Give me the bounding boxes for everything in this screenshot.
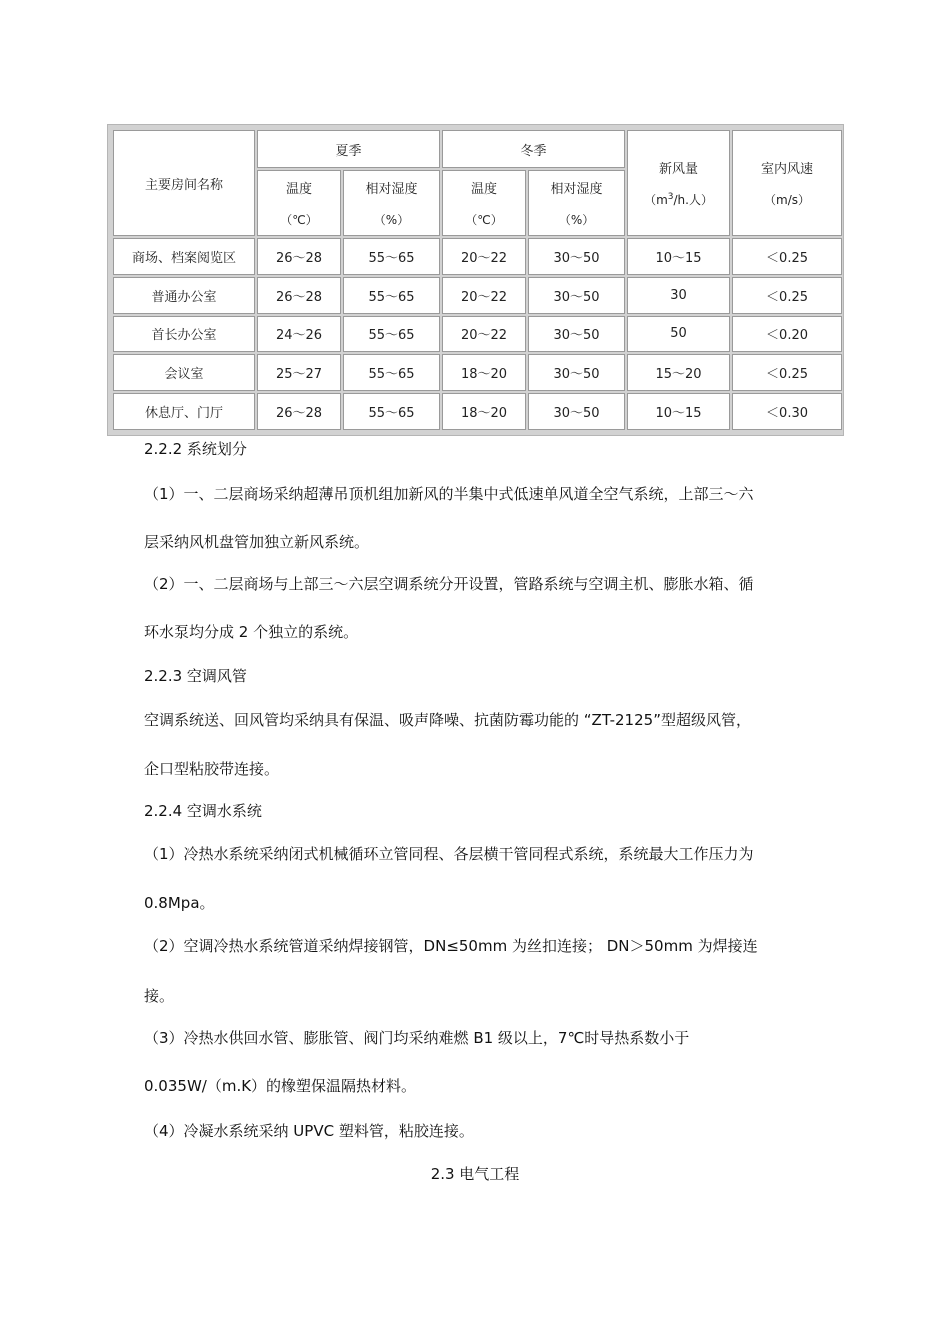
winter-rh: 30～50: [528, 393, 625, 430]
winter-rh: 30～50: [528, 354, 625, 391]
winter-temp: 20～22: [442, 238, 526, 275]
summer-temp: 26～28: [257, 238, 341, 275]
table-row: [113, 393, 842, 430]
paragraph-line: （1）一、二层商场采纳超薄吊顶机组加新风的半集中式低速单风道全空气系统，上部三～六: [144, 485, 754, 503]
winter-temp: 18～20: [442, 393, 526, 430]
fresh-air: 50: [627, 316, 730, 353]
heading-2-2-2: 2.2.2 系统划分: [144, 440, 247, 458]
winter-rh: 30～50: [528, 316, 625, 353]
room-name: 商场、档案阅览区: [113, 238, 255, 275]
winter-rh: 30～50: [528, 238, 625, 275]
summer-temp: 24～26: [257, 316, 341, 353]
paragraph-line: 环水泵均分成 2 个独立的系统。: [144, 623, 359, 641]
room-name: 休息厅、门厅: [113, 393, 255, 430]
fresh-air: 30: [627, 277, 730, 314]
parameters-table: [111, 128, 844, 432]
room-name: 普通办公室: [113, 277, 255, 314]
table-row: [113, 354, 842, 391]
summer-rh: 55～65: [343, 277, 440, 314]
summer-rh: 55～65: [343, 393, 440, 430]
paragraph-line: 层采纳风机盘管加独立新风系统。: [144, 533, 370, 551]
header-summer-temp: 温度 （℃）: [257, 170, 341, 236]
fresh-air: 10～15: [627, 393, 730, 430]
paragraph-line: （1）冷热水系统采纳闭式机械循环立管同程、各层横干管同程式系统，系统最大工作压力为: [144, 845, 754, 863]
paragraph-line: 0.8Mpa。: [144, 894, 215, 912]
fresh-air: 10～15: [627, 238, 730, 275]
paragraph-line: 0.035W/（m.K）的橡塑保温隔热材料。: [144, 1077, 417, 1095]
table-row: [113, 277, 842, 314]
paragraph-line: 空调系统送、回风管均采纳具有保温、吸声降噪、抗菌防霉功能的 “ZT-2125”型超级风管，: [144, 711, 751, 729]
wind-speed: ＜0.20: [732, 316, 842, 353]
header-winter: 冬季: [442, 130, 625, 168]
paragraph-line: （4）冷凝水系统采纳 UPVC 塑料管，粘胶连接。: [144, 1122, 474, 1140]
section-title-2-3: 2.3 电气工程: [430, 1165, 520, 1183]
summer-rh: 55～65: [343, 354, 440, 391]
table-row: [113, 238, 842, 275]
summer-rh: 55～65: [343, 316, 440, 353]
header-winter-temp: 温度 （℃）: [442, 170, 526, 236]
heading-2-2-3: 2.2.3 空调风管: [144, 667, 247, 685]
header-summer: 夏季: [257, 130, 440, 168]
winter-temp: 20～22: [442, 277, 526, 314]
wind-speed: ＜0.25: [732, 354, 842, 391]
wind-speed: ＜0.25: [732, 277, 842, 314]
fresh-air: 15～20: [627, 354, 730, 391]
room-name: 首长办公室: [113, 316, 255, 353]
summer-temp: 26～28: [257, 277, 341, 314]
hvac-design-parameters-table: [107, 124, 844, 436]
paragraph-line: （3）冷热水供回水管、膨胀管、阀门均采纳难燃 B1 级以上，7℃时导热系数小于: [144, 1029, 690, 1047]
summer-temp: 25～27: [257, 354, 341, 391]
summer-rh: 55～65: [343, 238, 440, 275]
heading-2-2-4: 2.2.4 空调水系统: [144, 802, 262, 820]
room-name: 会议室: [113, 354, 255, 391]
header-indoor-wind-speed: 室内风速 （m/s）: [732, 130, 842, 236]
paragraph-line: （2）一、二层商场与上部三～六层空调系统分开设置，管路系统与空调主机、膨胀水箱、循: [144, 575, 754, 593]
paragraph-line: （2）空调冷热水系统管道采纳焊接钢管，DN≤50mm 为丝扣连接； DN＞50mm 为焊接连: [144, 937, 758, 955]
table-row: [113, 316, 842, 353]
header-summer-rh: 相对湿度 （%）: [343, 170, 440, 236]
winter-temp: 20～22: [442, 316, 526, 353]
header-room-name: 主要房间名称: [113, 130, 255, 236]
wind-speed: ＜0.30: [732, 393, 842, 430]
winter-rh: 30～50: [528, 277, 625, 314]
summer-temp: 26～28: [257, 393, 341, 430]
paragraph-line: 企口型粘胶带连接。: [144, 760, 280, 778]
winter-temp: 18～20: [442, 354, 526, 391]
wind-speed: ＜0.25: [732, 238, 842, 275]
header-winter-rh: 相对湿度 （%）: [528, 170, 625, 236]
paragraph-line: 接。: [144, 987, 175, 1005]
header-fresh-air: 新风量 （$m^3/h$.人）: [627, 130, 730, 236]
